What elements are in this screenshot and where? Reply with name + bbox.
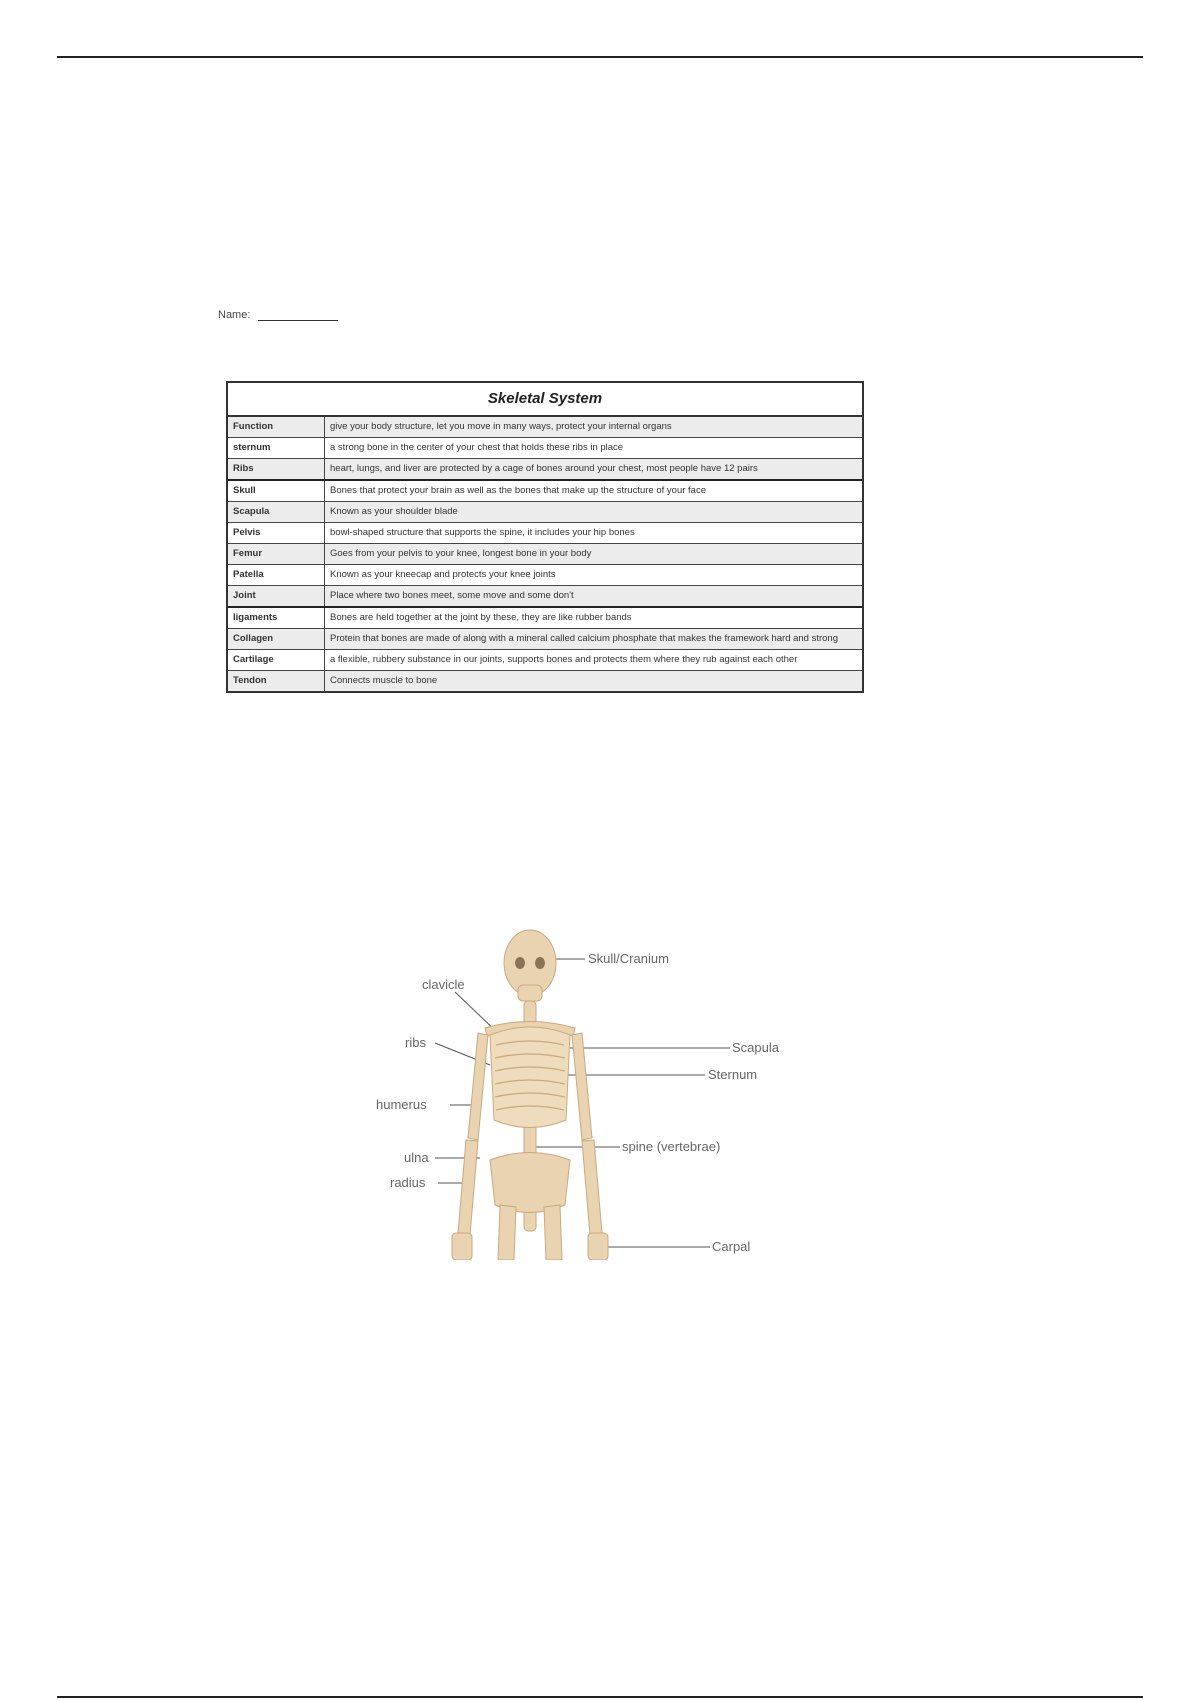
skeleton-diagram (360, 915, 800, 1260)
definition-cell: give your body structure, let you move in many ways, protect your internal organs (325, 417, 863, 438)
skeletal-system-table (226, 381, 864, 693)
table-row (228, 629, 862, 650)
label-sternum: Sternum (708, 1067, 758, 1082)
definition-cell: Place where two bones meet, some move and some don't (325, 586, 863, 608)
table-row (228, 438, 862, 459)
terms-table (228, 417, 862, 691)
footer-rule (57, 1696, 1143, 1698)
label-skull: Skull/Cranium (588, 951, 669, 966)
label-spine: spine (vertebrae) (622, 1139, 721, 1154)
term-cell: Ribs (228, 459, 325, 481)
definition-cell: a strong bone in the center of your chest that holds these ribs in place (325, 438, 863, 459)
label-humerus: humerus (376, 1097, 427, 1112)
name-field (218, 309, 338, 321)
table-row (228, 544, 862, 565)
definition-cell: Protein that bones are made of along with a mineral called calcium phosphate that makes the framework hard and strong (325, 629, 863, 650)
definition-cell: bowl-shaped structure that supports the spine, it includes your hip bones (325, 523, 863, 544)
definition-cell: Goes from your pelvis to your knee, longest bone in your body (325, 544, 863, 565)
label-radius: radius (390, 1175, 426, 1190)
term-cell: Cartilage (228, 650, 325, 671)
table-row (228, 607, 862, 629)
term-cell: Joint (228, 586, 325, 608)
term-cell: Scapula (228, 502, 325, 523)
name-label: Name: (218, 309, 251, 321)
table-row (228, 523, 862, 544)
table-row (228, 671, 862, 692)
table-row (228, 459, 862, 481)
definition-cell: a flexible, rubbery substance in our joints, supports bones and protects them where they rub against each other (325, 650, 863, 671)
term-cell: Tendon (228, 671, 325, 692)
definition-cell: heart, lungs, and liver are protected by a cage of bones around your chest, most people have 12 pairs (325, 459, 863, 481)
table-row (228, 650, 862, 671)
term-cell: sternum (228, 438, 325, 459)
label-clavicle: clavicle (422, 977, 465, 992)
label-scapula: Scapula (732, 1040, 779, 1055)
header-rule (57, 56, 1143, 58)
definition-cell: Bones that protect your brain as well as the bones that make up the structure of your face (325, 480, 863, 502)
table-row (228, 565, 862, 586)
term-cell: Collagen (228, 629, 325, 650)
definition-cell: Connects muscle to bone (325, 671, 863, 692)
definition-cell: Bones are held together at the joint by these, they are like rubber bands (325, 607, 863, 629)
term-cell: Skull (228, 480, 325, 502)
definition-cell: Known as your shoulder blade (325, 502, 863, 523)
label-ribs: ribs (405, 1035, 426, 1050)
term-cell: Femur (228, 544, 325, 565)
table-row (228, 417, 862, 438)
table-row (228, 480, 862, 502)
definition-cell: Known as your kneecap and protects your knee joints (325, 565, 863, 586)
table-row (228, 502, 862, 523)
name-blank (258, 310, 338, 321)
term-cell: Patella (228, 565, 325, 586)
label-ulna: ulna (404, 1150, 429, 1165)
term-cell: Pelvis (228, 523, 325, 544)
label-carpal: Carpal (712, 1239, 751, 1254)
skeleton-illustration (360, 915, 800, 1260)
term-cell: Function (228, 417, 325, 438)
term-cell: ligaments (228, 607, 325, 629)
table-title: Skeletal System (228, 383, 862, 417)
table-row (228, 586, 862, 608)
